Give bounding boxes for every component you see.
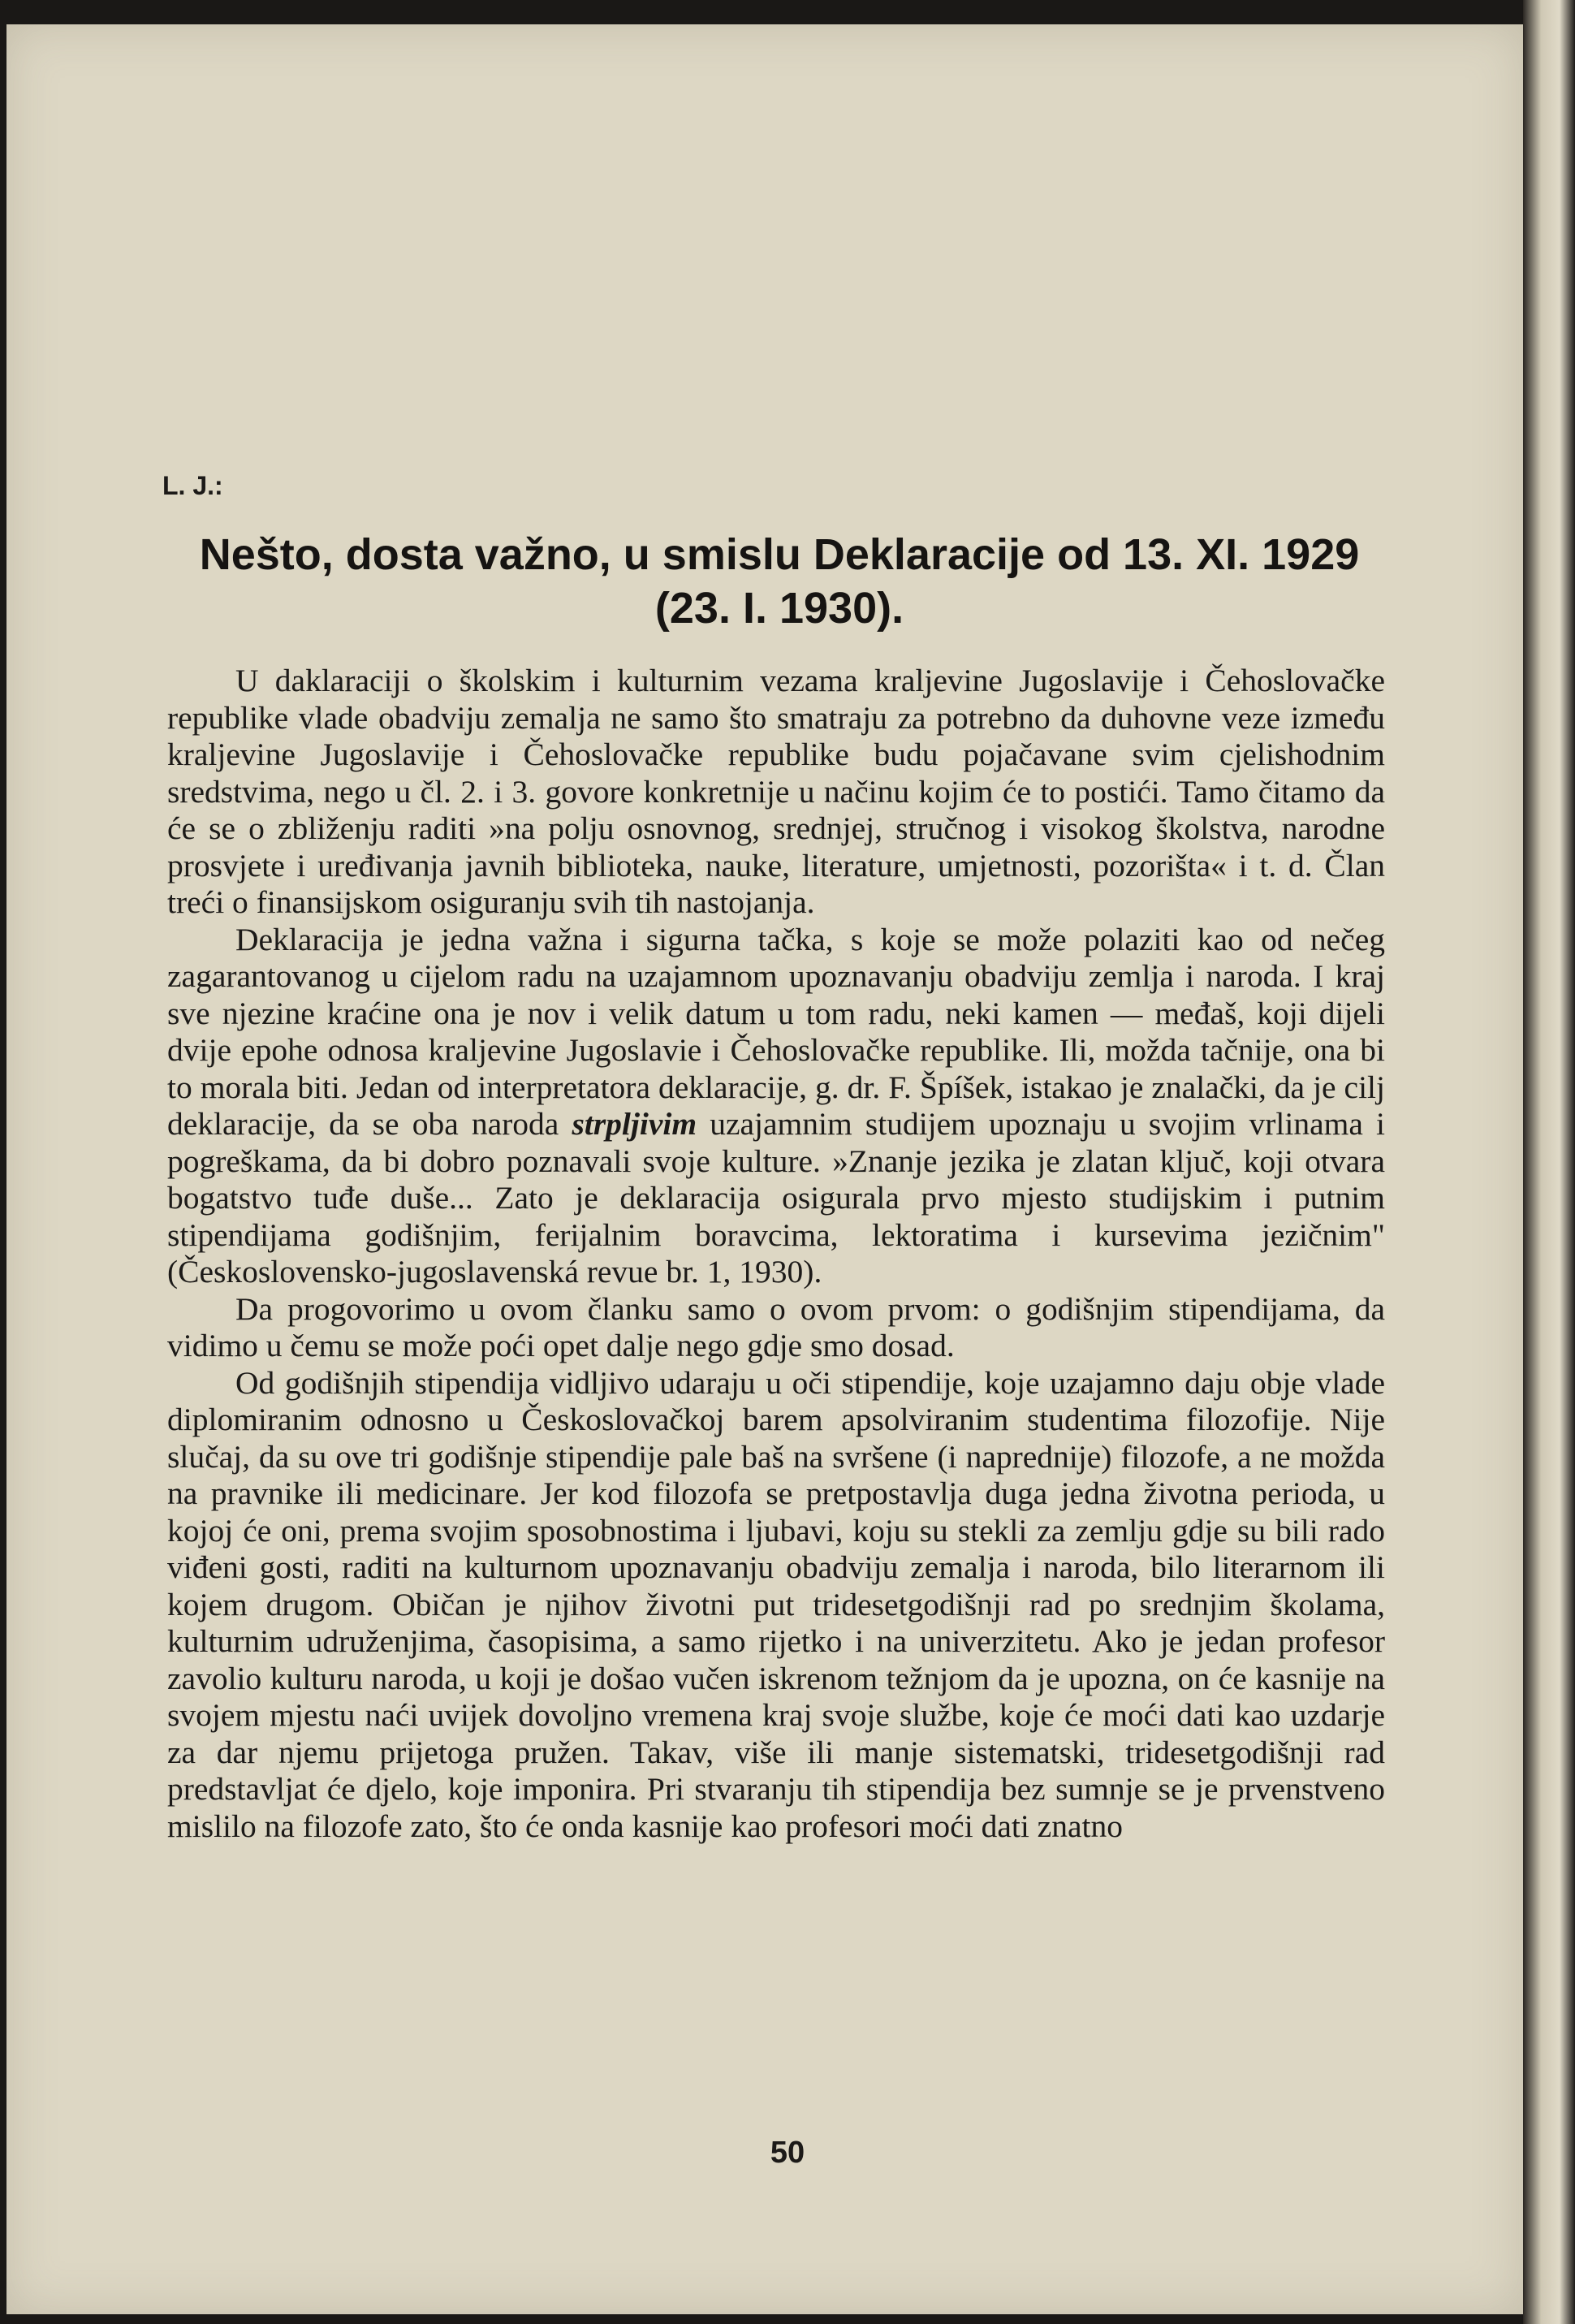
paragraph-2-part-2: uzajamnim studijem upoznaju u svojim vrlinama i pogreškama, da bi dobro poznavali svoje kulture. »Znanje jezika je zlatan ključ, koji otvara bogatstvo tuđe duše... Zato je deklaracija osigurala prvo mjesto studijskim i putnim stipendijama godišnjim, ferijalnim boravcima, lektoratima i kursevima jezičnim" (Československo-jugoslavenská revue br. 1, 1930). xyxy=(167,1106,1386,1289)
paragraph-1: U daklaraciji o školskim i kulturnim vezama kraljevine Jugoslavije i Čehoslovačke republike vlade obadviju zemalja ne samo što smatraju za potrebno da duhovne veze između kraljevine Jugoslavije i Čehoslovačke republike budu pojačavane svim cjelishodnim sredstvima, nego u čl. 2. i 3. govore konkretnije u načinu kojim će to postići. Tamo čitamo da će se o zbliženju raditi »na polju osnovnog, srednjej, stručnog i visokog školstva, narodne prosvjete i uređivanja javnih biblioteka, nauke, literature, umjetnosti, pozorišta« i t. d. Član treći o finansijskom osiguranju svih tih nastojanja. xyxy=(167,663,1385,920)
article-title xyxy=(154,528,1405,635)
paragraph-3: Da progovorimo u ovom članku samo o ovom prvom: o godišnjim stipendijama, da vidimo u čemu se može poći opet dalje nego gdje smo dosad. xyxy=(167,1290,1385,1363)
paragraph-4: Od godišnjih stipendija vidljivo udaraju u oči stipendije, koje uzajamno daju obje vlade diplomiranim odnosno u Českoslovačkoj barem apsolviranim studentima filozofije. Nije slučaj, da su ove tri godišnje stipendije pale baš na svršene (i naprednije) filozofe, a ne možda na pravnike ili medicinare. Jer kod filozofa se pretpostavlja duga jedna životna perioda, u kojoj će oni, prema svojim sposobnostima i ljubavi, koju su stekli za zemlju gdje su bili rado viđeni gosti, raditi na kulturnom upoznavanju obadviju zemalja i naroda, bilo literarnom ili kojem drugom. Običan je njihov životni put tridesetgodišnji rad po srednjim školama, kulturnim udruženjima, časopisima, a samo rijetko i na univerzitetu. Ako je jedan profesor zavolio kulturu naroda, u koji je došao vučen iskrenom težnjom da je upozna, on će kasnije na svojem mjestu naći uvijek dovoljno vremena kraj svoje službe, koje će moći dati kao uzdarje za dar njemu prijetoga pružen. Takav, više ili manje sistematski, tridesetgodišnji rad predstavljat će djelo, koje imponira. Pri stvaranju tih stipendija bez sumnje se je prvenstveno mislilo na filozofe zato, što će onda kasnije kao profesori moći dati znatno xyxy=(167,1364,1385,1844)
author-initials: L. J.: xyxy=(162,471,223,500)
book-spine-edge xyxy=(1523,0,1575,2324)
paragraph-2-part-1: Deklaracija je jedna važna i sigurna tačka, s koje se može polaziti kao od nečeg zagarantovanog u cijelom radu na uzajamnom upoznavanju obadviju zemlja i naroda. I kraj sve njezine kraćine ona je nov i velik datum u tom radu, neki kamen — međaš, koji dijeli dvije epohe odnosa kraljevine Jugoslavie i Čehoslovačke republike. Ili, možda tačnije, ona bi to morala biti. Jedan od interpretatora deklaracije, g. dr. F. Špíšek, istakao je znalački, da je cilj deklaracije, da se oba naroda xyxy=(167,921,1385,1142)
title-line-1: Nešto, dosta važno, u smislu Deklaracije od 13. XI. 1929 xyxy=(199,530,1360,579)
paragraph-2 xyxy=(167,922,1385,1291)
page-number: 50 xyxy=(770,2136,805,2170)
title-line-2: (23. I. 1930). xyxy=(654,584,904,633)
emphasized-word: strpljivim xyxy=(572,1106,697,1142)
article-body xyxy=(167,663,1385,1845)
